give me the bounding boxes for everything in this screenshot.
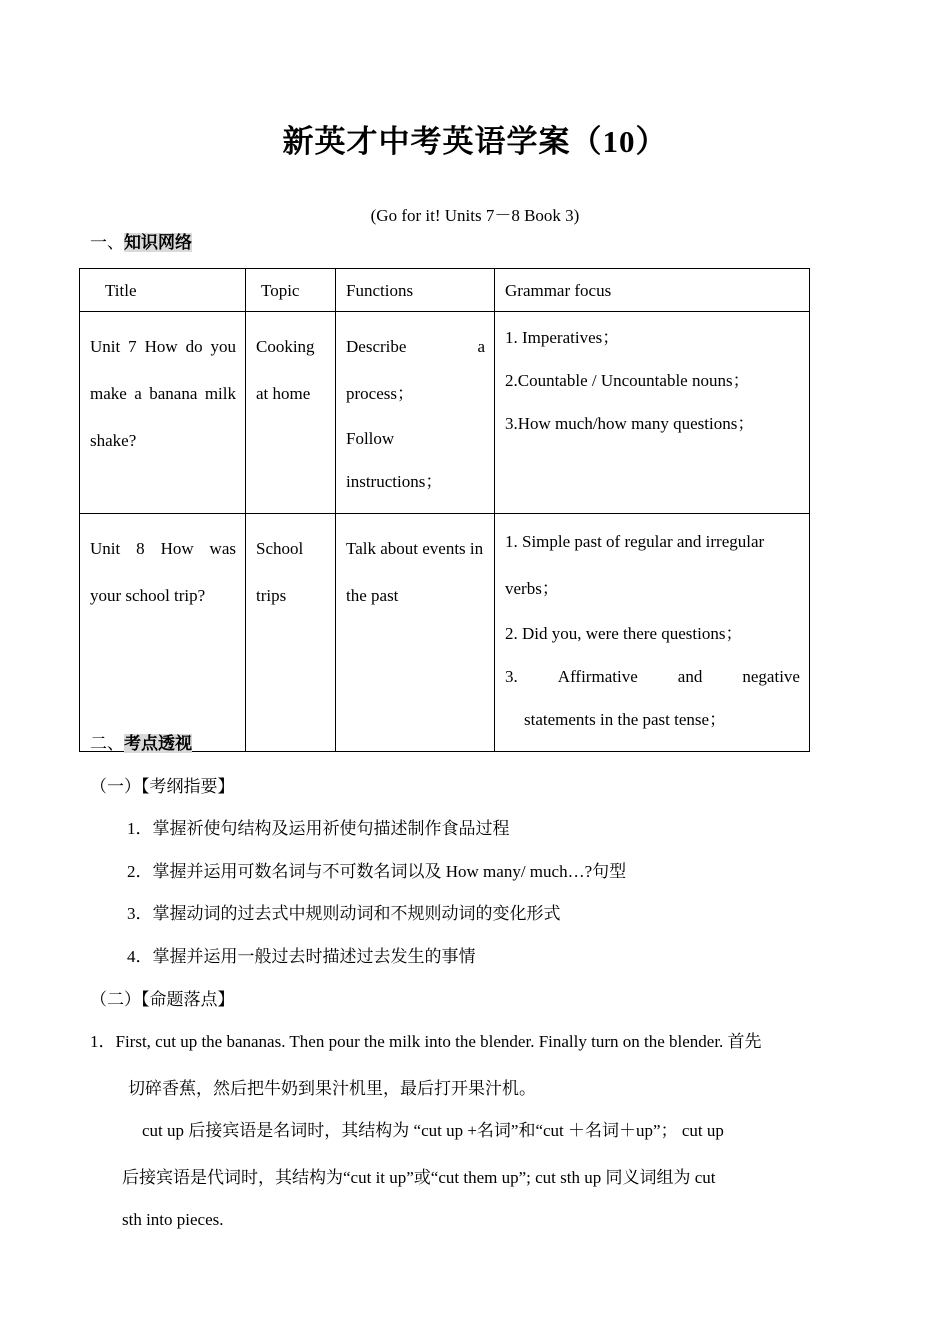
header-cell: Title	[80, 269, 246, 312]
cell-grammar	[495, 514, 810, 752]
note-line: sth into pieces.	[122, 1210, 224, 1229]
part1-heading: （一）【考纲指要】	[90, 777, 235, 796]
section-heading-points	[90, 729, 192, 754]
section-heading-knowledge	[90, 228, 192, 253]
grammar-line: 1. Imperatives；	[505, 328, 620, 347]
section-prefix: 一、	[90, 233, 124, 252]
page-title: 新英才中考英语学案（10）	[282, 124, 668, 159]
subtitle: (Go for it! Units 7－8 Book 3)	[370, 206, 580, 225]
knowledge-table	[79, 268, 810, 752]
section-prefix: 二、	[90, 734, 124, 753]
list-item: 3．掌握动词的过去式中规则动词和不规则动词的变化形式	[127, 904, 561, 923]
grammar-line: 1. Simple past of regular and irregular verbs；	[505, 532, 765, 598]
cell-functions: Talk about events in the past	[336, 514, 495, 752]
part2-heading: （二）【命题落点】	[90, 990, 235, 1009]
note-line: cut up 后接宾语是名词时，其结构为 “cut up +名词”和“cut ＋名词＋up”； cut up	[142, 1121, 724, 1140]
cell-title: Unit 8 How was your school trip?	[80, 514, 246, 752]
table-row	[80, 312, 810, 514]
note-line: 后接宾语是代词时，其结构为“cut it up”或“cut them up”; cut sth up 同义词组为 cut	[122, 1168, 716, 1187]
header-cell: Functions	[336, 269, 495, 312]
example-line: 1．First, cut up the bananas. Then pour the milk into the blender. Finally turn on the blender. 首先	[90, 1032, 762, 1051]
cell-topic: Cooking at home	[246, 312, 336, 514]
section-label: 知识网络	[124, 233, 192, 252]
grammar-line: 3. Affirmative and negative	[505, 667, 800, 686]
function-line: Follow instructions；	[346, 429, 443, 491]
grammar-line: 2.Countable / Uncountable nouns；	[505, 371, 750, 390]
grammar-line: 3.How much/how many questions；	[505, 414, 755, 433]
grammar-line: statements in the past tense；	[524, 710, 727, 729]
function-line: Describe a process；	[346, 337, 485, 403]
cell-grammar	[495, 312, 810, 514]
table-row	[80, 514, 810, 752]
cell-topic: School trips	[246, 514, 336, 752]
list-item: 4．掌握并运用一般过去时描述过去发生的事情	[127, 947, 476, 966]
list-item: 1．掌握祈使句结构及运用祈使句描述制作食品过程	[127, 819, 510, 838]
example-translation: 切碎香蕉，然后把牛奶到果汁机里，最后打开果汁机。	[128, 1079, 536, 1098]
cell-functions	[336, 312, 495, 514]
header-cell: Grammar focus	[495, 269, 810, 312]
grammar-line: 2. Did you, were there questions；	[505, 624, 743, 643]
table-header-row	[80, 269, 810, 312]
section-label: 考点透视	[124, 734, 192, 753]
cell-title: Unit 7 How do you make a banana milk shake?	[80, 312, 246, 514]
header-cell: Topic	[246, 269, 336, 312]
list-item: 2．掌握并运用可数名词与不可数名词以及 How many/ much…?句型	[127, 862, 627, 881]
